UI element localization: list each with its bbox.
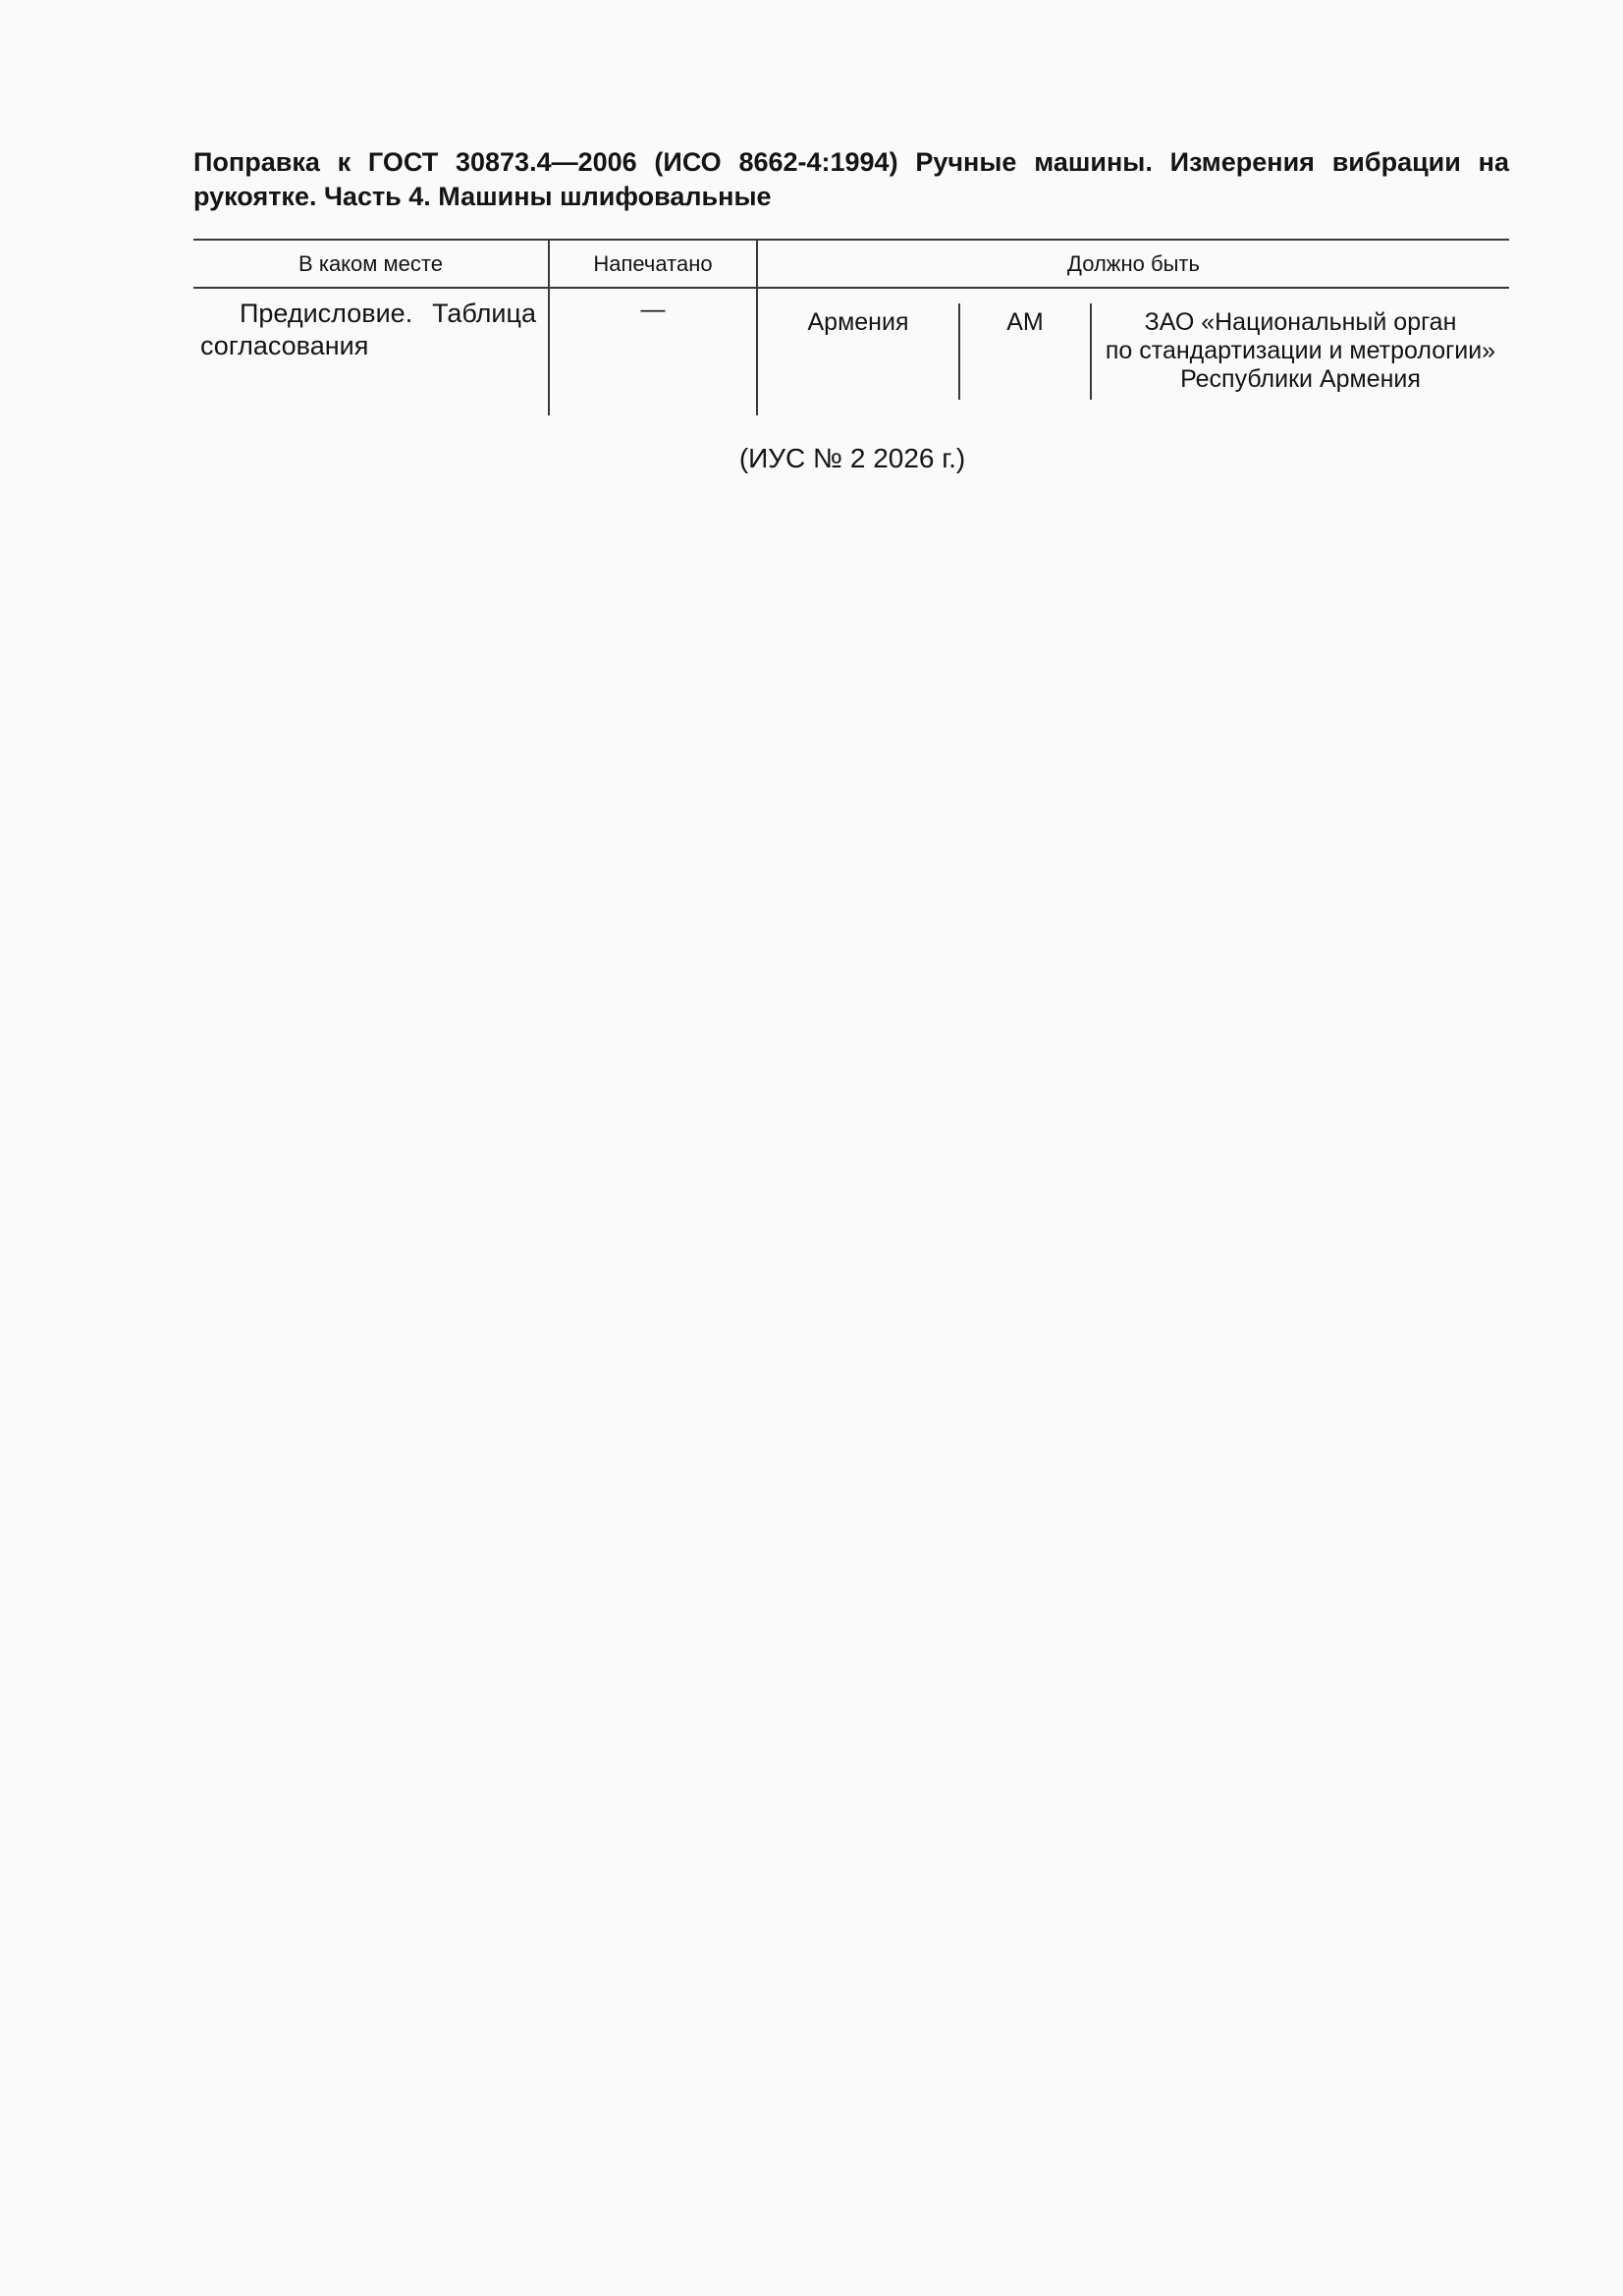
cell-country-code: AM [1006, 308, 1044, 336]
organization-line: ЗАО «Национальный орган [1144, 308, 1457, 336]
cell-country: Армения [807, 308, 909, 336]
cell-where: Предисловие. Таблица согласования [200, 299, 536, 360]
organization-line: по стандартизации и метрологии» [1105, 337, 1496, 364]
table-header-rule [193, 287, 1509, 289]
organization-line: Республики Армения [1180, 365, 1421, 393]
document-title: Поправка к ГОСТ 30873.4—2006 (ИСО 8662-4:1994) Ручные машины. Измерения вибрации на рукоятке. Часть 4. Машины шлифовальные [193, 147, 1509, 211]
table-top-rule [193, 239, 1509, 241]
header-where: В каком месте [298, 251, 443, 276]
cell-printed: — [640, 296, 666, 323]
header-should-be: Должно быть [1067, 251, 1200, 276]
source-note: (ИУС № 2 2026 г.) [738, 443, 966, 473]
cell-organization [1092, 308, 1509, 394]
header-printed: Напечатано [593, 251, 713, 276]
